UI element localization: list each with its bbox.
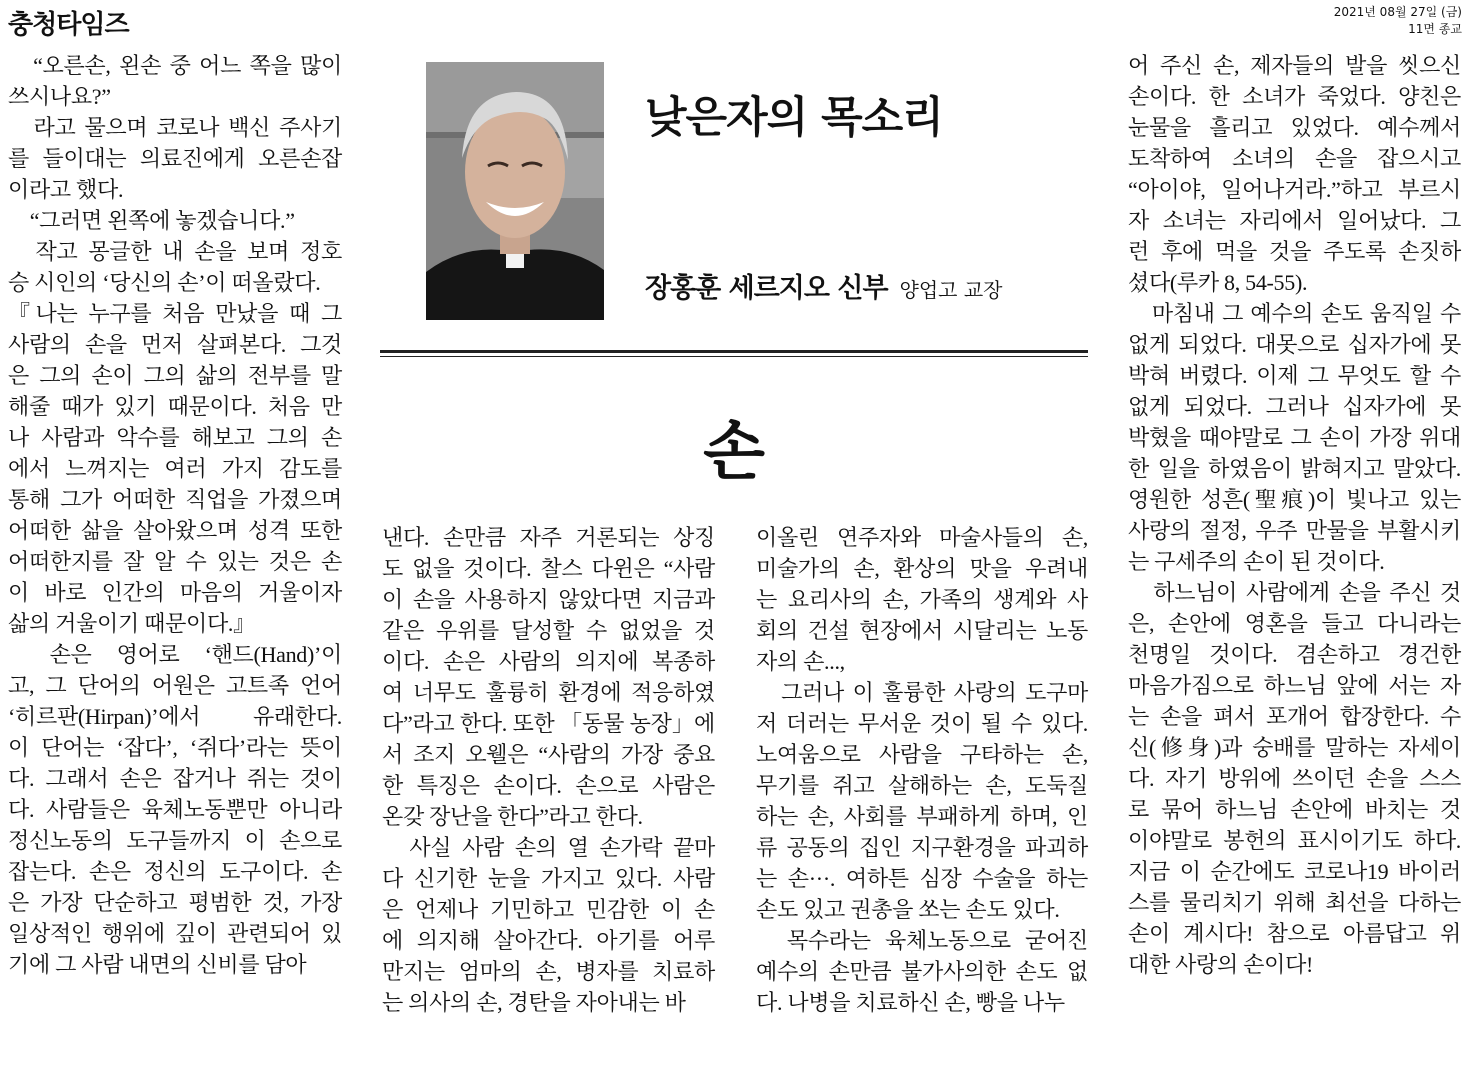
article-line: 손이다. 한 소녀가 죽었다. 양친은 (1128, 84, 1461, 109)
article-line: 사람의 손을 먼저 살펴본다. 그것 (8, 332, 342, 357)
article-line: 회의 건설 현장에서 시달리는 노동 (756, 618, 1088, 643)
article-line: 영원한 성흔(聖痕)이 빛나고 있는 (1128, 487, 1461, 512)
article-line: 는 구세주의 손이 된 것이다. (1128, 549, 1385, 574)
article-line: 마침내 그 예수의 손도 움직일 수 (1128, 301, 1461, 326)
article-line: 해줄 때가 있기 때문이다. 처음 만 (8, 394, 342, 419)
article-line: 다. 사람들은 육체노동뿐만 아니라 (8, 797, 342, 822)
article-line: 를 들이대는 의료진에게 오른손잡 (8, 146, 342, 171)
article-column-4 (1128, 50, 1461, 980)
article-line: 자의 손..., (756, 649, 845, 674)
article-column-3 (756, 522, 1088, 1018)
column-title: 낮은자의 목소리 (645, 93, 943, 143)
article-line: 이 바로 인간의 마음의 거울이자 (8, 580, 342, 605)
article-line: 이야말로 봉헌의 표시이기도 하다. (1128, 828, 1461, 853)
article-line: 같은 우위를 달성할 수 없었을 것 (382, 618, 715, 643)
article-line: 이 단어는 ‘잡다’, ‘쥐다’라는 뜻이 (8, 735, 342, 760)
article-line: 스를 물리치기 위해 최선을 다하는 (1128, 890, 1461, 915)
article-line: “오른손, 왼손 중 어느 쪽을 많이 (8, 53, 342, 78)
article-line: 이올린 연주자와 마술사들의 손, (756, 525, 1088, 550)
article-line: 하는 손, 사회를 부패하게 하며, 인 (756, 804, 1088, 829)
author-name: 장홍훈 세르지오 신부 (645, 273, 888, 304)
article-line: 신(修身)과 숭배를 말하는 자세이 (1128, 735, 1461, 760)
article-line: 한 일을 하였음이 밝혀지고 말았다. (1128, 456, 1461, 481)
article-line: 무기를 쥐고 살해하는 손, 도둑질 (756, 773, 1088, 798)
article-line: 이라고 했다. (8, 177, 124, 202)
article-line: 눈물을 흘리고 있었다. 예수께서 (1128, 115, 1461, 140)
newspaper-masthead: 충청타임즈 (8, 10, 129, 40)
article-line: 고, 그 단어의 어원은 고트족 언어 (8, 673, 342, 698)
article-line: 다. 그래서 손은 잡거나 쥐는 것이 (8, 766, 342, 791)
article-line: 저 더러는 무서운 것이 될 수 있다. (756, 711, 1088, 736)
author-portrait-image (426, 62, 604, 320)
article-line: 은 그의 손이 그의 삶의 전부를 말 (8, 363, 342, 388)
article-line: 류 공동의 집인 지구환경을 파괴하 (756, 835, 1088, 860)
article-line: 목수라는 육체노동으로 굳어진 (756, 928, 1088, 953)
article-line: 셨다(루카 8, 54-55). (1128, 270, 1308, 295)
byline (645, 266, 1003, 305)
article-line: 어 주신 손, 제자들의 발을 씻으신 (1128, 53, 1461, 78)
article-headline: 손 (703, 414, 765, 489)
article-line: 사실 사람 손의 열 손가락 끝마 (382, 835, 715, 860)
article-line: 여 너무도 훌륭히 환경에 적응하였 (382, 680, 715, 705)
article-line: 한 특징은 손이다. 손으로 사람은 (382, 773, 715, 798)
article-line: 은 가장 단순하고 평범한 것, 가장 (8, 890, 342, 915)
article-line: 없게 되었다. 대못으로 십자가에 못 (1128, 332, 1461, 357)
article-line: 박혀 버렸다. 이제 그 무엇도 할 수 (1128, 363, 1461, 388)
article-column-2 (382, 522, 715, 1018)
article-line: 쓰시나요?” (8, 84, 111, 109)
article-line: 라고 물으며 코로나 백신 주사기 (8, 115, 342, 140)
page-section: 11면 종교 (1408, 22, 1462, 36)
article-line: 잡는다. 손은 정신의 도구이다. 손 (8, 859, 342, 884)
article-line: “그러면 왼쪽에 놓겠습니다.” (8, 208, 295, 233)
article-line: 통해 그가 어떠한 직업을 가졌으며 (8, 487, 342, 512)
article-line: 천명일 것이다. 겸손하고 경건한 (1128, 642, 1461, 667)
author-photo (426, 62, 604, 320)
article-line: 은, 손안에 영혼을 들고 다니라는 (1128, 611, 1461, 636)
article-line: 에 의지해 살아간다. 아기를 어루 (382, 928, 715, 953)
article-line: 어떠한 삶을 살아왔으며 성격 또한 (8, 518, 342, 543)
article-line: 어떠한지를 잘 알 수 있는 것은 손 (8, 549, 342, 574)
article-line: 정신노동의 도구들까지 이 손으로 (8, 828, 342, 853)
article-line: 에서 느껴지는 여러 가지 감도를 (8, 456, 342, 481)
article-line: 없게 되었다. 그러나 십자가에 못 (1128, 394, 1461, 419)
section-divider-thin (380, 356, 1088, 357)
article-line: ‘히르판(Hirpan)’에서 유래한다. (8, 704, 342, 729)
article-line: 다”라고 한다. 또한 「동물 농장」에 (382, 711, 715, 736)
article-line: 다. 자기 방위에 쓰이던 손을 스스 (1128, 766, 1461, 791)
article-line: 사랑의 절정, 우주 만물을 부활시키 (1128, 518, 1461, 543)
article-line: 는 의사의 손, 경탄을 자아내는 바 (382, 990, 686, 1015)
article-line: 일상적인 행위에 깊이 관련되어 있 (8, 921, 342, 946)
article-line: 마음가짐으로 하느님 앞에 서는 자 (1128, 673, 1461, 698)
article-line: 온갖 장난을 한다”라고 한다. (382, 804, 643, 829)
article-line: 다 신기한 눈을 가지고 있다. 사람 (382, 866, 715, 891)
article-line: 삶의 거울이기 때문이다.』 (8, 611, 255, 636)
article-line: “아이야, 일어나거라.”하고 부르시 (1128, 177, 1461, 202)
author-role: 양업고 교장 (899, 278, 1003, 302)
article-line: 승 시인의 ‘당신의 손’이 떠올랐다. (8, 270, 321, 295)
article-line: 은 언제나 기민하고 민감한 이 손 (382, 897, 715, 922)
article-line: 『나는 누구를 처음 만났을 때 그 (8, 301, 342, 326)
article-line: 만지는 엄마의 손, 병자를 치료하 (382, 959, 715, 984)
article-line: 손도 있고 권총을 쏘는 손도 있다. (756, 897, 1060, 922)
dateline (1334, 4, 1462, 38)
article-line: 서 조지 오웰은 “사람의 가장 중요 (382, 742, 715, 767)
article-line: 하느님이 사람에게 손을 주신 것 (1128, 580, 1461, 605)
article-line: 는 요리사의 손, 가족의 생계와 사 (756, 587, 1088, 612)
article-line: 예수의 손만큼 불가사의한 손도 없 (756, 959, 1088, 984)
article-line: 도 없을 것이다. 찰스 다윈은 “사람 (382, 556, 715, 581)
article-line: 는 손을 펴서 포개어 합장한다. 수 (1128, 704, 1461, 729)
article-line: 자 소녀는 자리에서 일어났다. 그 (1128, 208, 1461, 233)
article-line: 이다. 손은 사람의 의지에 복종하 (382, 649, 715, 674)
article-line: 손은 영어로 ‘핸드(Hand)’이 (8, 642, 342, 667)
article-line: 나 사람과 악수를 해보고 그의 손 (8, 425, 342, 450)
article-line: 도착하여 소녀의 손을 잡으시고 (1128, 146, 1461, 171)
article-line: 지금 이 순간에도 코로나19 바이러 (1128, 859, 1461, 884)
article-line: 기에 그 사람 내면의 신비를 담아 (8, 952, 307, 977)
article-line: 노여움으로 사람을 구타하는 손, (756, 742, 1088, 767)
article-line: 박혔을 때야말로 그 손이 가장 위대 (1128, 425, 1461, 450)
article-line: 이 손을 사용하지 않았다면 지금과 (382, 587, 715, 612)
section-divider (380, 350, 1088, 353)
publication-date: 2021년 08월 27일 (금) (1333, 5, 1462, 19)
article-line: 는 손···. 여하튼 심장 수술을 하는 (756, 866, 1088, 891)
article-line: 로 묶어 하느님 손안에 바치는 것 (1128, 797, 1461, 822)
article-line: 그러나 이 훌륭한 사랑의 도구마 (756, 680, 1088, 705)
article-line: 낸다. 손만큼 자주 거론되는 상징 (382, 525, 715, 550)
article-line: 작고 몽글한 내 손을 보며 정호 (8, 239, 342, 264)
article-line: 미술가의 손, 환상의 맛을 우려내 (756, 556, 1088, 581)
article-column-1 (8, 50, 342, 980)
article-line: 다. 나병을 치료하신 손, 빵을 나누 (756, 990, 1065, 1015)
article-line: 손이 계시다! 참으로 아름답고 위 (1128, 921, 1461, 946)
article-line: 런 후에 먹을 것을 주도록 손짓하 (1128, 239, 1461, 264)
article-line: 대한 사랑의 손이다! (1128, 952, 1314, 977)
